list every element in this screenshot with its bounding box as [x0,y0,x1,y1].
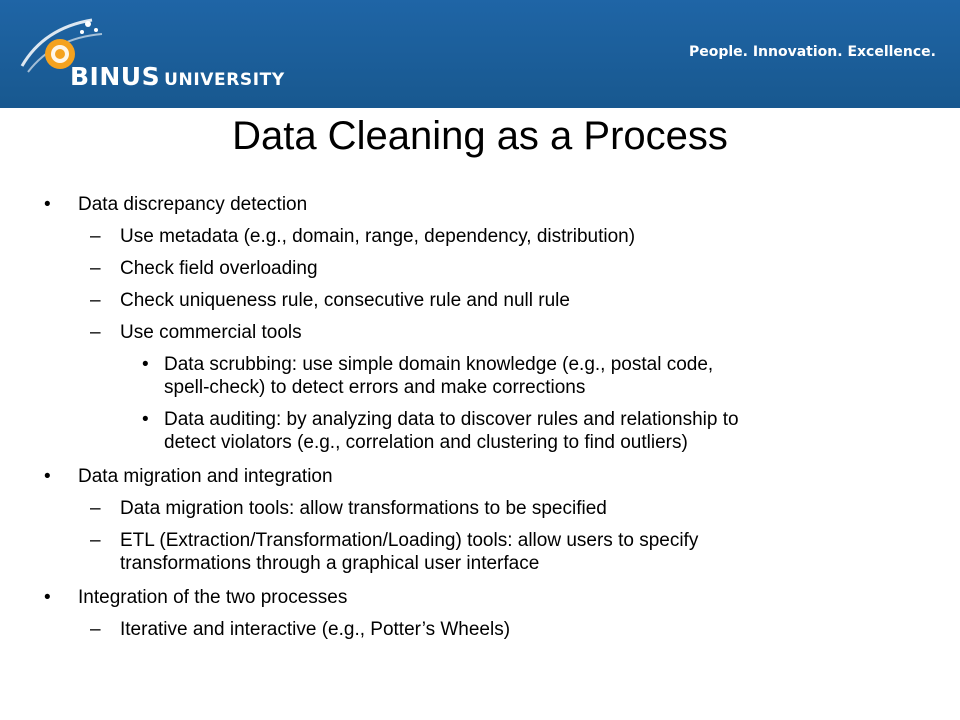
logo-text: BINUS [70,62,161,91]
dash-mark: – [90,290,101,311]
dash-mark: – [90,322,101,343]
slide-title: Data Cleaning as a Process [232,114,728,158]
bullet-text: Data migration and integration [78,466,333,487]
tagline: People. Innovation. Excellence. [688,44,936,60]
dash-mark: – [90,530,101,551]
header-banner [0,0,960,108]
sub-sub-bullet-text: Data auditing: by analyzing data to discover rules and relationship to [164,409,739,430]
logo-wordmark [70,62,285,91]
sub-bullet-text: Use metadata (e.g., domain, range, dependency, distribution) [120,226,636,247]
logo-subtext: UNIVERSITY [164,70,285,90]
sub-bullet-text: Data migration tools: allow transformations to be specified [120,498,607,519]
dash-mark: – [90,258,101,279]
dash-mark: – [90,619,101,640]
sub-bullet-text: Check field overloading [120,258,318,279]
dash-mark: – [90,226,101,247]
sub-bullet-text: Use commercial tools [120,322,302,343]
sub-bullet-text: ETL (Extraction/Transformation/Loading) tools: allow users to specify [120,530,699,551]
sub-sub-bullet-text: Data scrubbing: use simple domain knowledge (e.g., postal code, [164,354,714,375]
bullet-mark: • [44,194,51,215]
sub-bullet-text: Check uniqueness rule, consecutive rule and null rule [120,290,570,311]
bullet-text: Integration of the two processes [78,587,348,608]
dash-mark: – [90,498,101,519]
bullet-mark: • [142,354,149,375]
sub-sub-bullet-text: spell-check) to detect errors and make corrections [164,377,586,398]
bullet-text: Data discrepancy detection [78,194,308,215]
bullet-mark: • [44,466,51,487]
sub-sub-bullet-text: detect violators (e.g., correlation and clustering to find outliers) [164,432,688,453]
bullet-mark: • [44,587,51,608]
bullet-mark: • [142,409,149,430]
sub-bullet-text: transformations through a graphical user interface [120,553,540,574]
sub-bullet-text: Iterative and interactive (e.g., Potter’s Wheels) [120,619,511,640]
